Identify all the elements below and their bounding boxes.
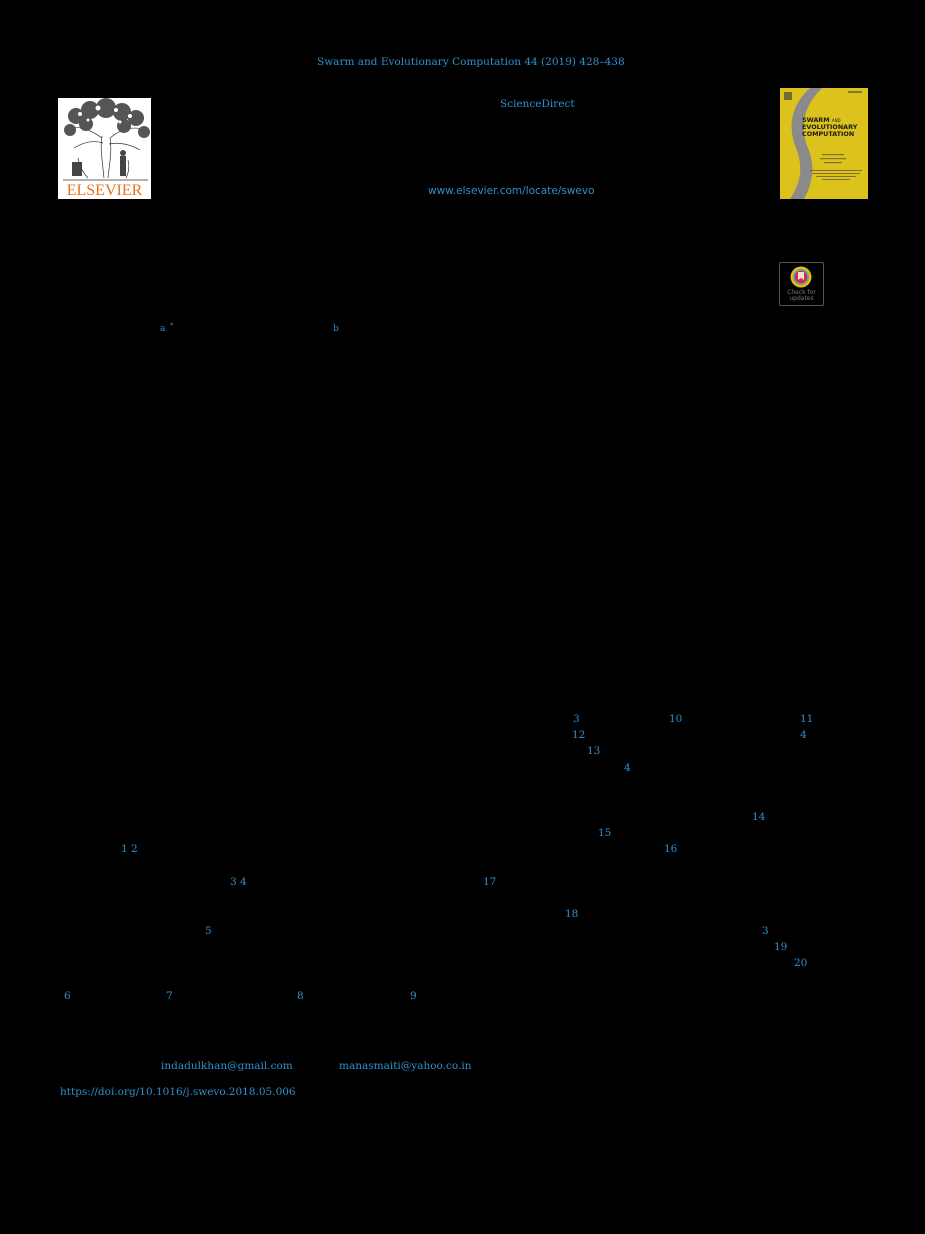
reference-link[interactable]: 3 4: [230, 876, 247, 888]
reference-link[interactable]: 18: [565, 908, 579, 920]
reference-link[interactable]: 7: [166, 990, 173, 1002]
corresponding-author-mark[interactable]: *: [170, 322, 174, 330]
journal-homepage-link[interactable]: www.elsevier.com/locate/swevo: [428, 185, 595, 197]
reference-link[interactable]: 3: [573, 713, 580, 725]
reference-link[interactable]: 12: [572, 729, 586, 741]
reference-link[interactable]: 3: [762, 925, 769, 937]
affiliation-mark-b[interactable]: b: [333, 324, 339, 334]
reference-link[interactable]: 9: [410, 990, 417, 1002]
check-label-line2: updates: [789, 295, 814, 302]
cover-title-line3: COMPUTATION: [802, 130, 855, 138]
reference-link[interactable]: 1 2: [121, 843, 138, 855]
elsevier-wordmark: ELSEVIER: [66, 182, 143, 199]
cover-title-line1: SWARM: [802, 116, 830, 124]
reference-link[interactable]: 5: [205, 925, 212, 937]
cover-swoosh-icon: [780, 88, 868, 199]
reference-link[interactable]: 4: [624, 762, 631, 774]
cover-title-and: AND: [831, 118, 841, 123]
reference-link[interactable]: 10: [669, 713, 683, 725]
reference-link[interactable]: 17: [483, 876, 497, 888]
reference-link[interactable]: 19: [774, 941, 788, 953]
reference-link[interactable]: 20: [794, 957, 808, 969]
reference-link[interactable]: 6: [64, 990, 71, 1002]
reference-link[interactable]: 16: [664, 843, 678, 855]
check-for-updates-button[interactable]: [779, 262, 824, 306]
author-email-link-2[interactable]: manasmaiti@yahoo.co.in: [339, 1060, 472, 1072]
journal-cover-thumbnail[interactable]: [780, 88, 868, 199]
reference-link[interactable]: 15: [598, 827, 612, 839]
check-for-updates-label: [780, 290, 823, 302]
check-label-line1: Check for: [787, 289, 816, 296]
doi-link[interactable]: https://doi.org/10.1016/j.swevo.2018.05.006: [60, 1086, 296, 1098]
crossmark-icon: [789, 265, 813, 289]
sciencedirect-link[interactable]: ScienceDirect: [500, 98, 575, 110]
cover-title: [802, 117, 866, 138]
elsevier-tree-icon: [58, 98, 151, 182]
affiliation-mark-a[interactable]: a: [160, 324, 166, 334]
reference-link[interactable]: 14: [752, 811, 766, 823]
reference-link[interactable]: 11: [800, 713, 814, 725]
author-email-link-1[interactable]: indadulkhan@gmail.com: [161, 1060, 293, 1072]
journal-citation[interactable]: Swarm and Evolutionary Computation 44 (2019) 428–438: [317, 56, 625, 68]
elsevier-logo[interactable]: [58, 98, 151, 199]
reference-link[interactable]: 8: [297, 990, 304, 1002]
reference-link[interactable]: 13: [587, 745, 601, 757]
reference-link[interactable]: 4: [800, 729, 807, 741]
cover-title-line2: EVOLUTIONARY: [802, 123, 858, 131]
